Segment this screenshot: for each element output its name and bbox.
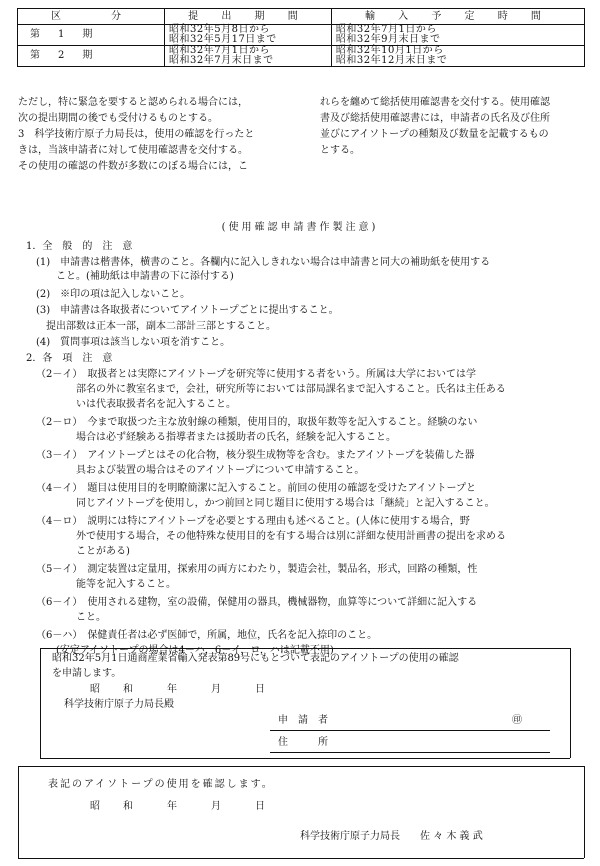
note-item: （2－ロ） 今まで取扱つた主な放射線の種類，使用目的，取扱年数等を記入すること。経験のない [36,417,478,428]
body-line: 3 科学技術庁原子力局長は，使用の確認を行ったと [18,129,255,140]
note-item: （4－イ） 題目は使用目的を明瞭簡潔に記入すること。前回の使用の確認を受けたアイソトープと [36,483,476,494]
phase-cell: 第 1 期 [18,25,165,46]
body-line: れらを纏めて総括使用確認書を交付する。使用確認 [320,97,550,108]
general-item: (4) 質問事項は該当しない項を消すこと。 [36,337,231,348]
header-category: 区 分 [18,9,165,25]
date-text: 昭和32年7月末日まで [169,55,274,66]
submit-cell [165,25,332,46]
note-item: (安定アイソトープの場合は4－ハ，6－イ，ロ，ハは記載不用) [36,645,334,656]
confirmation-signer: 科学技術庁原子力局長 佐 々 木 義 武 [300,831,483,842]
submission-period-table [17,8,585,67]
general-item: (3) 申請書は各取扱者についてアイソトープごとに提出すること。 [36,305,339,316]
header-import-period: 輸 入 予 定 時 間 [331,9,584,25]
general-item: こと。(補助紙は申請書の下に添付する) [36,271,234,282]
note-item: （6－ハ） 保健責任者は必ず医師で，所属，地位，氏名を記入捺印のこと。 [36,630,378,641]
body-line: ただし，特に緊急を要すると認められる場合には， [18,97,248,108]
date-text: 昭和32年7月1日から [169,45,270,56]
note-item: （4－ロ） 説明には特にアイソトープを必要とする理由も述べること。(人体に使用する場合，野 [36,516,470,527]
body-line: 並びにアイソトープの種類及び数量を記載するもの [320,129,549,140]
date-text: 昭和32年12月末日まで [335,55,448,66]
general-item: (2) ※印の項は記入しないこと。 [36,289,191,300]
notes-title: (使用確認申請書作製注意) [221,222,379,233]
note-item: 具および装置の場合はそのアイソトープについて申請すること。 [36,465,365,476]
applicant-label: 申 請 者 [278,715,328,726]
import-cell [331,46,584,67]
confirmation-statement: 表記のアイソトープの使用を確認します。 [48,779,274,790]
application-statement-end: を申請します。 [52,668,122,679]
note-item: 部名の外に教室名まで，会社，研究所等においては部局課名まで記入すること。氏名は主任ある [36,384,506,395]
body-left-column [18,95,303,175]
confirmation-date: 昭 和 年 月 日 [90,801,266,812]
note-item: （2－イ） 取扱者とは実際にアイソトープを研究等に使用する者をいう。所属は大学においては学 [36,369,476,380]
applicant-underline [270,730,550,731]
date-text: 昭和32年10月1日から [335,45,444,56]
addressee: 科学技術庁原子力局長殿 [64,699,174,710]
application-box-bottom-border [40,758,570,759]
table-row [18,46,585,67]
address-label: 住 所 [278,737,328,748]
note-item: 外で使用する場合，その他特殊な使用目的を有する場合は別に詳細な使用計画書の提出を求める [36,531,506,542]
address-underline [270,752,550,753]
body-line: 次の提出期間の後でも受付けるものとする。 [18,113,218,124]
application-box-left-border [40,648,41,758]
date-text: 昭和32年5月8日から [169,24,270,35]
note-item: いは代表取扱者名を記入すること。 [36,399,236,410]
application-statement: 昭和32年5月1日通商産業省輸入発表第89号にもとづいて表記のアイソトープの使用の確認 [52,653,459,664]
note-item: （3－イ） アイソトープとはその化合物，核分裂生成物等を含む。またアイソトープを装備した器 [36,450,475,461]
seal-mark: ㊞ [512,715,522,726]
note-item: 能等を記入すること。 [36,579,176,590]
confirmation-box-right-border [584,766,585,858]
general-item: 提出部数は正本一部，副本二部計三部とすること。 [36,321,276,332]
note-item: （5－イ） 測定装置は定量用，探索用の両方にわたり，製造会社，製品名，形式，回路の種類，性 [36,564,478,575]
confirmation-box-top-border [18,766,584,767]
import-cell [331,25,584,46]
application-box-right-border [570,648,571,758]
application-box-top-border [40,648,570,649]
note-item: こと。 [36,612,106,623]
application-date: 昭 和 年 月 日 [90,684,266,695]
general-heading: 1．全 般 的 注 意 [26,241,133,252]
body-line: 書及び総括使用確認書には，申請者の氏名及び住所 [320,113,550,124]
header-submit-period: 提 出 期 間 [165,9,332,25]
body-line: その使用の確認の件数が多数にのぼる場合には，こ [18,161,248,172]
general-item: (1) 申請書は楷書体，横書のこと。各欄内に記入しきれない場合は申請書と同大の補助紙を使用する [36,257,491,268]
note-item: 同じアイソトープを使用し，かつ前回と同じ題目に使用する場合は「継続」と記入すること。 [36,498,495,509]
phase-cell: 第 2 期 [18,46,165,67]
date-text: 昭和32年5月17日まで [169,34,277,45]
table-header-row [18,9,585,25]
date-text: 昭和32年9月末日まで [335,34,441,45]
note-item: （6－イ） 使用される建物，室の設備，保健用の器具，機械器物，血算等について詳細に記入する [36,597,478,608]
note-item: ことがある) [36,546,130,557]
note-item: 場合は必ず経験ある指導者または援助者の氏名，経験を記入すること。 [36,432,396,443]
items-heading: 2．各 項 注 意 [26,353,113,364]
confirmation-box-bottom-border [18,858,584,859]
table-row [18,25,585,46]
body-line: きは，当該申請者に対して使用確認書を交付する。 [18,145,248,156]
body-right-column [320,95,590,159]
body-line: とする。 [320,145,360,156]
submit-cell [165,46,332,67]
confirmation-box-left-border [18,766,19,858]
date-text: 昭和32年7月1日から [335,24,437,35]
